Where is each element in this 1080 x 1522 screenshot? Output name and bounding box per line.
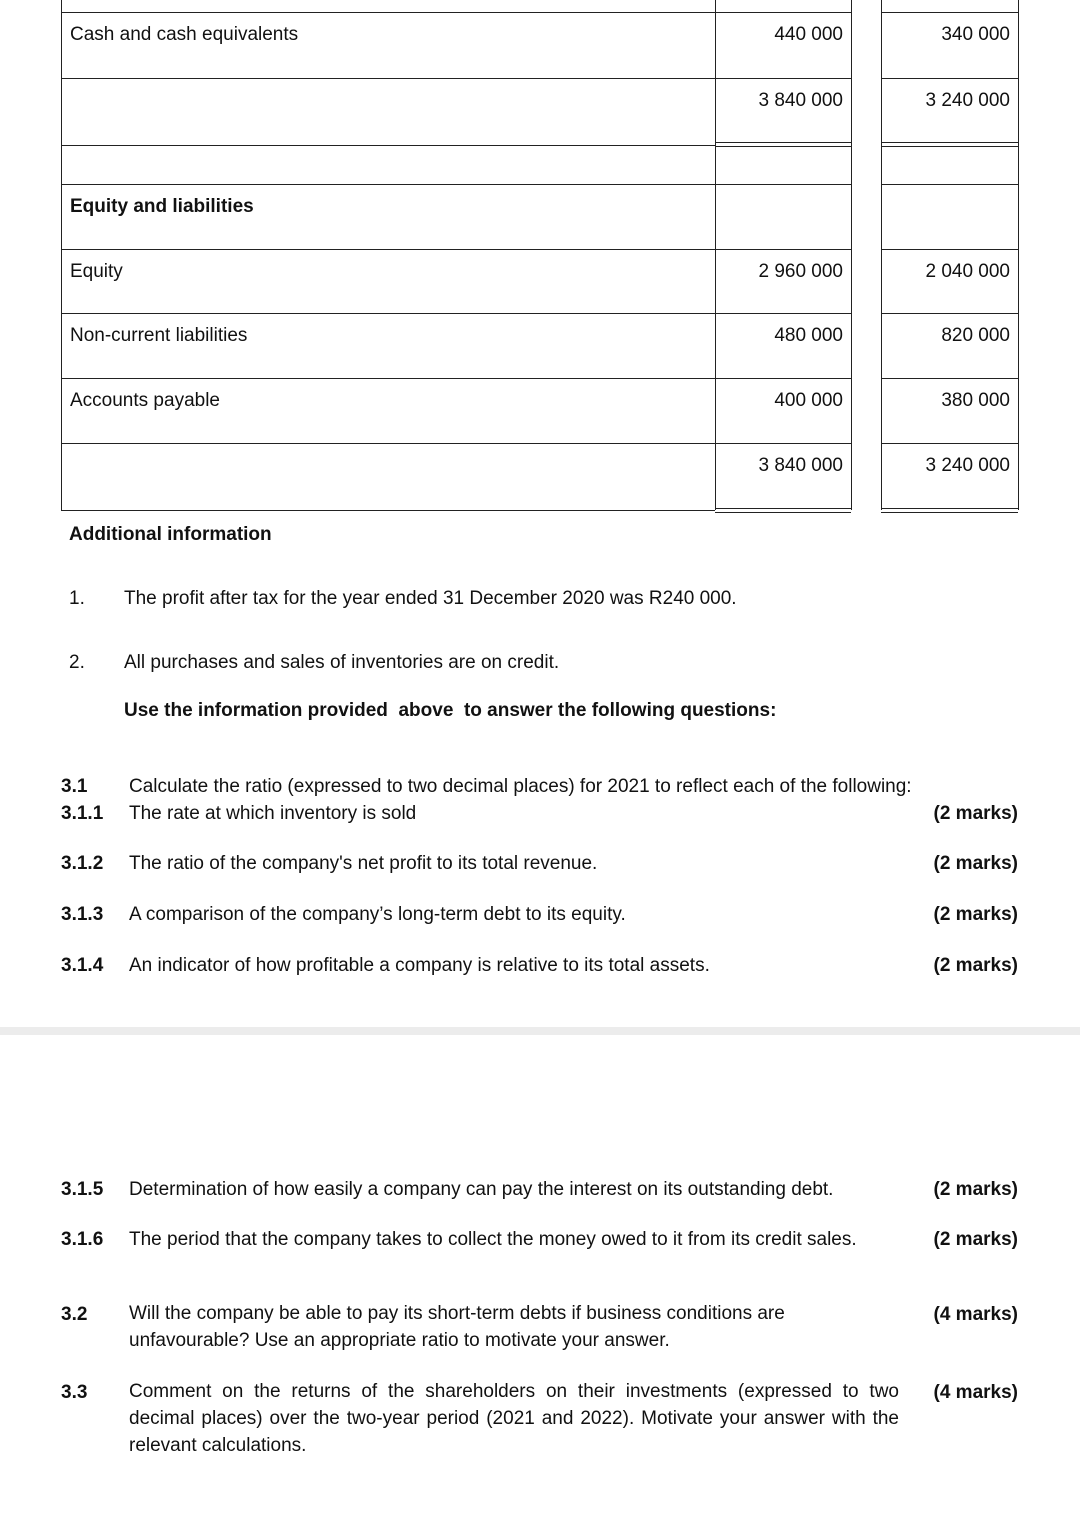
list-item-number: 1.	[69, 588, 85, 609]
table-row-label: Accounts payable	[70, 390, 220, 411]
question-marks: (2 marks)	[933, 1229, 1018, 1250]
question-text: A comparison of the company’s long-term debt to its equity.	[129, 904, 626, 925]
table-row-label: Equity	[70, 261, 123, 282]
col2-border-right	[1018, 0, 1019, 510]
table-cell-2020: 340 000	[941, 24, 1010, 45]
question-number: 3.1.3	[61, 904, 104, 925]
table-cell-2021: 2 960 000	[758, 261, 843, 282]
table-cell-2021: 480 000	[774, 325, 843, 346]
question-number: 3.3	[61, 1382, 88, 1403]
table-cell-2020: 380 000	[941, 390, 1010, 411]
question-marks: (2 marks)	[933, 904, 1018, 925]
question-marks: (4 marks)	[933, 1382, 1018, 1403]
question-number: 3.1.1	[61, 803, 104, 824]
list-item: All purchases and sales of inventories are on credit.	[124, 652, 560, 673]
question-marks: (2 marks)	[933, 1179, 1018, 1200]
question-number: 3.1.5	[61, 1179, 104, 1200]
question-text: Determination of how easily a company can pay the interest on its outstanding debt.	[129, 1179, 834, 1200]
table-cell-2021: 400 000	[774, 390, 843, 411]
col2-border-left	[881, 0, 882, 510]
question-number: 3.1.2	[61, 853, 104, 874]
table-cell-2020: 2 040 000	[925, 261, 1010, 282]
question-marks: (2 marks)	[933, 853, 1018, 874]
question-text: Calculate the ratio (expressed to two decimal places) for 2021 to reflect each of the following:	[129, 776, 912, 797]
table-cell-2020: 3 240 000	[925, 90, 1010, 111]
table-border-left	[61, 0, 62, 510]
table-section-heading: Equity and liabilities	[70, 196, 254, 217]
question-text: The period that the company takes to collect the money owed to it from its credit sales.	[129, 1229, 857, 1250]
table-cell-2020: 820 000	[941, 325, 1010, 346]
table-cell-2021: 440 000	[774, 24, 843, 45]
question-text: Comment on the returns of the shareholders on their investments (expressed to two decimal places) over the two-year period (2021 and 2022). Motivate your answer with the relevant calculations.	[129, 1381, 899, 1456]
table-row-label: Non-current liabilities	[70, 325, 248, 346]
col1-border-right	[851, 0, 852, 510]
question-number: 3.2	[61, 1304, 88, 1325]
question-text: The rate at which inventory is sold	[129, 803, 417, 824]
question-text: The ratio of the company's net profit to its total revenue.	[129, 853, 598, 874]
table-cell-2020: 3 240 000	[925, 455, 1010, 476]
additional-info-heading: Additional information	[69, 524, 272, 545]
list-item: The profit after tax for the year ended 31 December 2020 was R240 000.	[124, 588, 737, 609]
list-item-number: 2.	[69, 652, 85, 673]
question-text: Will the company be able to pay its short-term debts if business conditions are unfavourable? Use an appropriate ratio to motivate your answer.	[129, 1303, 785, 1351]
table-cell-2021: 3 840 000	[758, 455, 843, 476]
table-cell-2021: 3 840 000	[758, 90, 843, 111]
instruction-text: Use the information provided above to answer the following questions:	[124, 700, 777, 721]
question-text: An indicator of how profitable a company is relative to its total assets.	[129, 955, 710, 976]
question-number: 3.1.4	[61, 955, 104, 976]
question-marks: (2 marks)	[933, 955, 1018, 976]
question-marks: (2 marks)	[933, 803, 1018, 824]
question-number: 3.1	[61, 776, 88, 797]
col1-border-left	[715, 0, 716, 510]
question-number: 3.1.6	[61, 1229, 104, 1250]
page-divider	[0, 1027, 1080, 1035]
question-marks: (4 marks)	[933, 1304, 1018, 1325]
table-row-label: Cash and cash equivalents	[70, 24, 299, 45]
